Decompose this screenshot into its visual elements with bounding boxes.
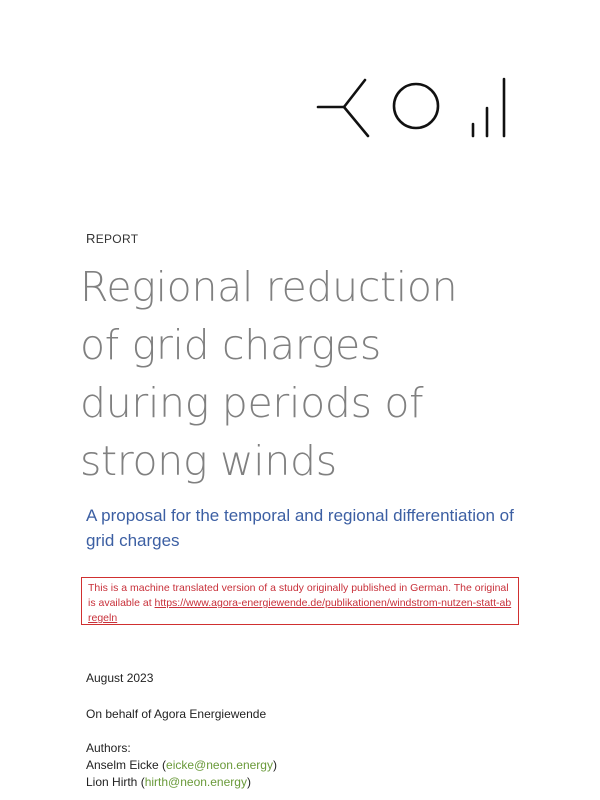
report-label-rest: EPORT [95,232,139,246]
title-line: of grid charges [80,321,381,369]
author-row: Lion Hirth (hirth@neon.energy) [86,775,251,789]
logo-circle [394,84,438,128]
title-line: strong winds [80,437,337,485]
report-label [86,231,138,246]
authors-label: Authors: [86,741,131,755]
logo-y-glyph [318,80,368,136]
neon-logo [316,76,508,140]
publication-date: August 2023 [86,671,154,685]
page-title [80,258,550,490]
original-study-link[interactable]: https://www.agora-energiewende.de/publikationen/windstrom-nutzen-statt-abregeln [88,597,512,624]
translation-notice-box [81,577,519,625]
logo-bars-glyph [473,79,504,136]
author-email-link[interactable]: hirth@neon.energy [144,775,247,789]
page-subtitle: A proposal for the temporal and regional differentiation of grid charges [86,506,514,550]
report-label-initial: R [86,231,96,246]
author-row: Anselm Eicke (eicke@neon.energy) [86,758,277,772]
title-line: Regional reduction [80,263,458,311]
title-line: during periods of [80,379,424,427]
author-email-link[interactable]: eicke@neon.energy [166,758,273,772]
on-behalf-of: On behalf of Agora Energiewende [86,707,267,721]
author-name: Anselm Eicke [86,758,159,772]
translation-notice-text: This is a machine translated version of a study originally published in German. The original is available at [88,582,509,609]
authors-section [86,740,277,791]
author-name: Lion Hirth [86,775,138,789]
